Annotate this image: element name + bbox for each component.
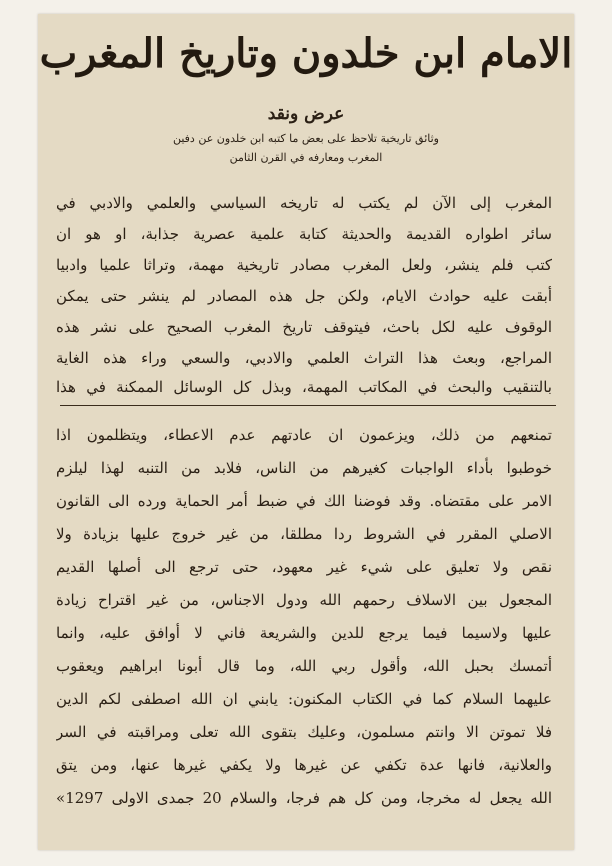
body-text-line: المجعول بين الاسلاف رحمهم الله ودول الاجناس، من غير اقتراح زيادة [56,591,552,609]
body-text-line: سائر اطواره القديمة والحديثة كتابة علمية عصرية جذابة، او هو ان [56,225,552,243]
article-caption-line: المغرب ومعارفه في القرن الثامن [229,151,383,164]
article-caption-line: وثائق تاريخية تلاحظ على بعض ما كتبه ابن خلدون عن دفين [172,132,439,145]
body-text-line: عليها ولاسيما فيما يرجع للدين والشريعة فاني لا أوافق عليه، وانما [56,624,552,642]
section-divider [60,405,556,406]
body-text-line: نقص ولا تعليق على شيء غير معهود، حتى ترجع الى أصلها القديم [56,558,552,576]
body-text-line: كتب فلم ينشر، ولعل المغرب مصادر تاريخية مهمة، وتراثا علميا وادبيا [56,256,552,274]
body-text-line: أتمسك بحبل الله، وأقول ربي الله، وما قال أبونا ابراهيم ويعقوب [56,657,552,675]
body-text-line: الاصلي المقرر في الشروط ردا مطلقا، من غير خروج عليها بزيادة ولا [56,525,552,543]
body-text-line: عليهما السلام كما في الكتاب المكنون: يابني ان الله اصطفى لكم الدين [56,690,552,708]
body-text-line: المراجع، وبعث هذا التراث العلمي والادبي، والسعي وراء هذه الغاية [56,349,552,367]
document-page [38,14,574,850]
body-text-line: فلا تموتن الا وانتم مسلمون، وعليك بتقوى الله تعلى ومراقبته في السر [56,723,552,741]
body-text-line: الوقوف عليه لكل باحث، فيتوقف تاريخ المغرب الصحيح على نشر هذه [56,318,552,336]
body-text-line: الله يجعل له مخرجا، ومن كل هم فرجا، والسلام 20 جمدى الاولى 1297» [56,789,552,807]
body-text-line: أبقت عليه حوادث الايام، ولكن جل هذه المصادر لم ينشر حتى يمكن [56,287,552,305]
body-text-line: خوطبوا بأداء الواجبات كغيرهم من الناس، فلابد من التنبه لهذا ليلزم [56,459,552,477]
body-text-line: تمنعهم من ذلك، ويزعمون ان عادتهم عدم الاعطاء، ويتظلمون اذا [56,426,552,444]
body-text-line: المغرب إلى الآن لم يكتب له تاريخه السياسي والعلمي والادبي في [56,194,552,212]
body-text-line: الامر على مقتضاه. وقد فوضنا الك في ضبط أمر الحماية ورده الى القانون [56,492,552,510]
body-text-line: والعلانية، فانها عدة تكفي عن غيرها ولا يكفي غيرها عنها، ومن يتق [56,756,552,774]
article-title: الامام ابن خلدون وتاريخ المغرب [39,30,573,77]
article-subtitle: عرض ونقد [267,104,345,124]
body-text-line: بالتنقيب والبحث في المكاتب المهمة، وبذل كل الوسائل الممكنة في هذا [56,378,552,396]
